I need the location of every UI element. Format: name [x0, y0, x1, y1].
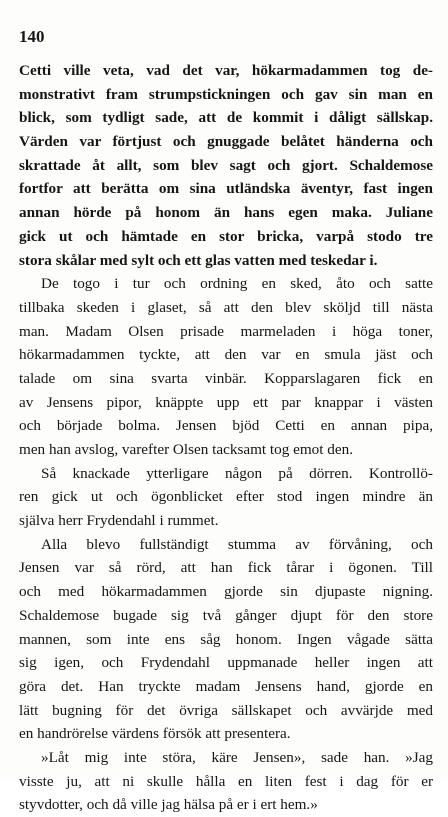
text-line: De togo i tur och ordning en sked, åto och satte	[41, 275, 433, 293]
text-line: Värden var förtjust och gnuggade belåtet händerna och	[19, 133, 433, 151]
text-line: annan hörde på honom än hans egen maka. Juliane	[19, 204, 433, 222]
text-line: lätt bugning för det övriga sällskapet och avvärjde med	[19, 701, 433, 719]
text-line: stora skålar med sylt och ett glas vatten med teskedar i.	[19, 251, 378, 269]
text-line: skrattade åt allt, som blev sagt och gjort. Schaldemose	[19, 156, 433, 174]
text-line: Alla blevo fullständigt stumma av förvåning, och	[41, 535, 433, 553]
text-line: blick, som tydligt sade, att de kommit i dåligt sällskap.	[19, 109, 433, 127]
text-line: ren gick ut och ögonblicket efter stod ingen mindre än	[19, 488, 433, 506]
text-line: göra det. Han tryckte madam Jensens hand, gjorde en	[19, 677, 433, 695]
text-line: Schaldemose bugade sig två gånger djupt för den store	[19, 606, 433, 624]
text-line: hökarmadammen tyckte, att den var en smula jäst och	[19, 346, 433, 364]
text-line: Så knackade ytterligare någon på dörren. Kontrollö-	[41, 464, 433, 482]
text-line: en handrörelse värdens försök att presentera.	[19, 725, 291, 743]
text-line: styvdotter, och då ville jag hälsa på er i ert hem.»	[19, 796, 318, 814]
text-line: man. Madam Olsen prisade marmeladen i höga toner,	[19, 322, 433, 340]
text-line: men han avslog, varefter Olsen tacksamt tog emot den.	[19, 441, 354, 458]
text-line: själva herr Frydendahl i rummet.	[19, 512, 219, 530]
text-line: fortfor att berätta om sina utländska äventyr, fast ingen	[19, 180, 433, 198]
page-number: 140	[19, 27, 45, 46]
text-line: sig igen, och Frydendahl uppmanade heller ingen att	[19, 654, 433, 672]
text-line: monstrativt fram strumpstickningen och gav sin man en	[19, 85, 433, 103]
text-line: av Jensens pipor, knäppte upp ett par knappar i västen	[19, 393, 433, 411]
text-line: Cetti ville veta, vad det var, hökarmadammen tog de-	[19, 62, 433, 79]
text-line: »Låt mig inte störa, käre Jensen», sade han. »Jag	[41, 748, 433, 766]
text-line: tillbaka skeden i glaset, så att den blev sköljd till nästa	[19, 298, 433, 316]
text-line: och började bolma. Jensen bjöd Cetti en annan pipa,	[19, 417, 433, 435]
text-line: och med hökarmadammen gjorde sin djupaste nigning.	[19, 583, 433, 601]
text-line: Jensen var så rörd, att han fick tårar i ögonen. Till	[19, 559, 433, 577]
text-line: mannen, som inte ens såg honom. Ingen vågade sätta	[19, 630, 433, 648]
text-line: gick ut och hämtade en stor bricka, varpå stodo tre	[19, 227, 433, 245]
text-line: talade om sina svarta vinbär. Kopparslagaren fick en	[19, 369, 433, 387]
text-line: visste ju, att ni skulle hålla en liten fest i dag för er	[19, 772, 433, 790]
body-text	[19, 59, 433, 817]
